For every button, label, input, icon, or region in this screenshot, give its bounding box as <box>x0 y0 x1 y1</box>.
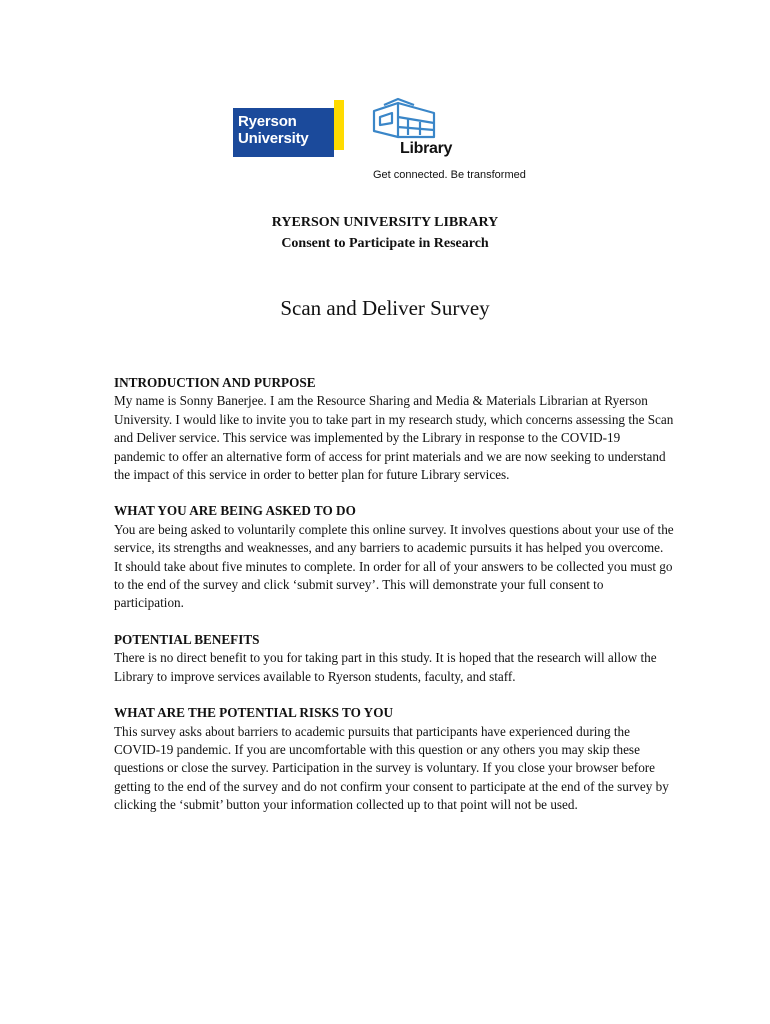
section-heading: WHAT YOU ARE BEING ASKED TO DO <box>114 503 356 519</box>
library-tagline: Get connected. Be transformed <box>373 169 526 181</box>
section-paragraph: There is no direct benefit to you for taking part in this study. It is hoped that the research will allow the Library to improve services available to Ryerson students, faculty, and staff. <box>114 650 657 684</box>
section-paragraph: You are being asked to voluntarily complete this online survey. It involves questions about your use of the service, its strengths and weaknesses, and any barriers to academic pursuits it has helped you overcome. It should take about five minutes to complete. In order for all of your answers to be collected you must go to the end of the survey and click ‘submit survey’. This will demonstrate your full consent to participation. <box>114 521 674 611</box>
ryerson-logo-line2: University <box>238 130 309 147</box>
section-potential-benefits <box>114 631 674 686</box>
section-what-you-are-asked <box>114 502 674 612</box>
ryerson-logo-yellow-bar <box>334 100 344 150</box>
section-paragraph: This survey asks about barriers to academic pursuits that participants have experienced during the COVID-19 pandemic. If you are uncomfortable with this question or any others you may skip these questions or close the survey. Participation in the survey is voluntary. If you close your browser before getting to the end of the survey and do not confirm your consent to participate at the end of the survey by clicking the ‘submit’ button your information collected up to that point will not be used. <box>114 723 669 813</box>
section-heading: WHAT ARE THE POTENTIAL RISKS TO YOU <box>114 705 393 721</box>
section-potential-risks <box>114 704 674 814</box>
section-introduction <box>114 374 674 484</box>
document-subtitle: Consent to Participate in Research <box>281 236 489 251</box>
document-body <box>114 374 674 833</box>
document-title: RYERSON UNIVERSITY LIBRARY <box>271 215 499 230</box>
library-logo <box>370 97 470 161</box>
ryerson-university-logo <box>233 104 345 157</box>
ryerson-logo-text <box>238 113 309 147</box>
library-building-icon <box>370 97 440 141</box>
section-heading: POTENTIAL BENEFITS <box>114 631 260 647</box>
section-heading: INTRODUCTION AND PURPOSE <box>114 375 316 390</box>
section-paragraph: My name is Sonny Banerjee. I am the Resource Sharing and Media & Materials Librarian at Ryerson University. I would like to invite you to take part in my research study, which concerns assessing the Scan and Deliver service. This service was implemented by the Library in response to the COVID-19 pandemic to offer an alternative form of access for print materials and we are now seeking to understand the impact of this service in order to better plan for future Library services. <box>114 393 674 483</box>
library-logo-word: Library <box>400 140 453 157</box>
ryerson-logo-line1: Ryerson <box>238 113 297 130</box>
survey-title: Scan and Deliver Survey <box>280 296 490 320</box>
